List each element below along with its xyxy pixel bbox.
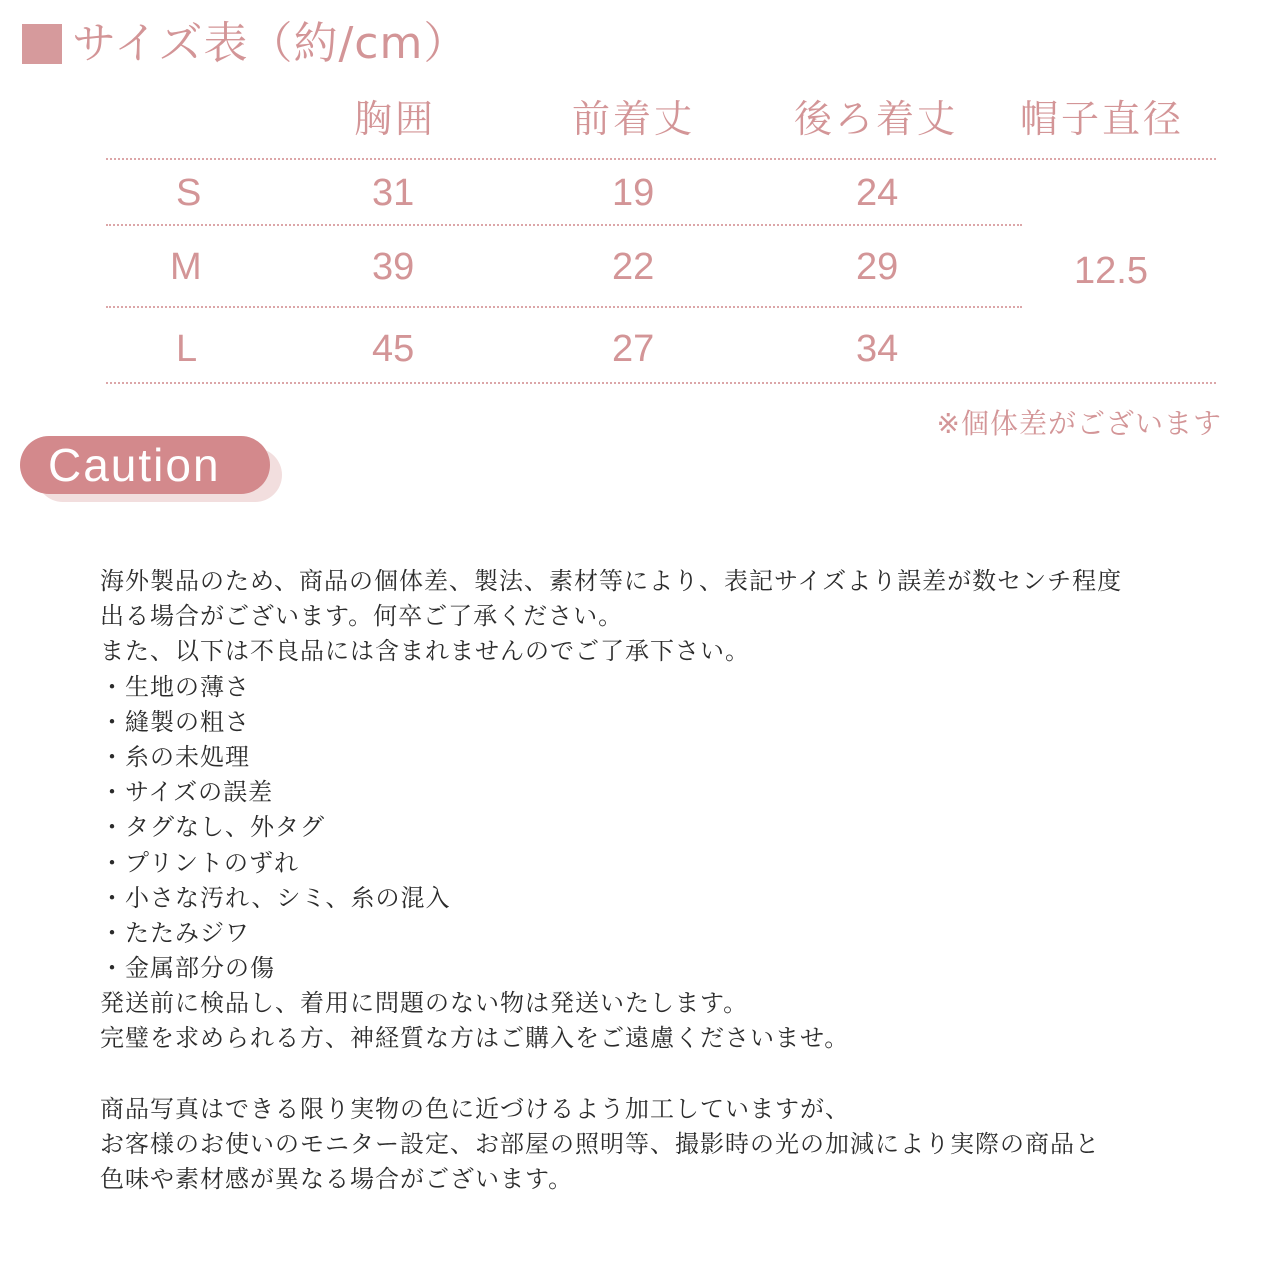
caution-label: Caution [48, 439, 221, 491]
size-label-s: S [176, 172, 202, 214]
header-hat-diameter: 帽子直径 [1020, 97, 1185, 141]
caution-line [100, 1057, 1240, 1092]
table-cell: 34 [856, 328, 899, 370]
caution-line: 出る場合がございます。何卒ご了承ください。 [100, 602, 624, 631]
caution-line: ・サイズの誤差 [100, 778, 274, 807]
table-divider [106, 306, 1022, 308]
title-marker-square [22, 24, 62, 64]
caution-line: ・金属部分の傷 [100, 954, 275, 983]
table-divider [106, 158, 1216, 160]
table-cell: 27 [612, 328, 655, 370]
caution-line: ・タグなし、外タグ [100, 813, 325, 842]
title-text: サイズ表（約/cm） [72, 18, 469, 69]
caution-line: ・縫製の粗さ [100, 707, 250, 736]
header-back-length: 後ろ着丈 [794, 97, 959, 141]
caution-line: ・糸の未処理 [100, 742, 250, 771]
table-cell: 45 [372, 328, 415, 370]
table-cell: 39 [372, 246, 415, 288]
caution-line: ・たたみジワ [100, 918, 250, 947]
caution-line: ・プリントのずれ [100, 848, 300, 877]
size-label-l: L [176, 328, 198, 370]
caution-line: 色味や素材感が異なる場合がございます。 [100, 1165, 574, 1194]
table-cell: 29 [856, 246, 899, 288]
caution-line: 海外製品のため、商品の個体差、製法、素材等により、表記サイズより誤差が数センチ程度 [100, 567, 1123, 595]
caution-line: 完璧を求められる方、神経質な方はご購入をご遠慮くださいませ。 [100, 1024, 850, 1053]
caution-line: 発送前に検品し、着用に問題のない物は発送いたします。 [100, 989, 749, 1018]
table-cell: 31 [372, 172, 415, 214]
caution-line: 商品写真はできる限り実物の色に近づけるよう加工していますが、 [100, 1094, 850, 1123]
size-chart-title [22, 16, 468, 72]
hat-diameter-value: 12.5 [1074, 250, 1148, 292]
table-divider [106, 224, 1022, 226]
table-cell: 22 [612, 246, 655, 288]
size-label-m: M [170, 246, 202, 288]
table-divider [106, 382, 1216, 384]
caution-line: また、以下は不良品には含まれませんのでご了承下さい。 [100, 637, 750, 666]
individual-difference-note: ※個体差がございます [936, 407, 1222, 440]
header-chest: 胸囲 [354, 97, 437, 141]
caution-line: ・小さな汚れ、シミ、糸の混入 [100, 883, 451, 912]
caution-body [100, 564, 1240, 1197]
table-cell: 19 [612, 172, 655, 214]
caution-line: ・生地の薄さ [100, 672, 250, 701]
caution-line: お客様のお使いのモニター設定、お部屋の照明等、撮影時の光の加減により実際の商品と [100, 1130, 1100, 1158]
table-cell: 24 [856, 172, 899, 214]
header-front-length: 前着丈 [572, 97, 696, 141]
